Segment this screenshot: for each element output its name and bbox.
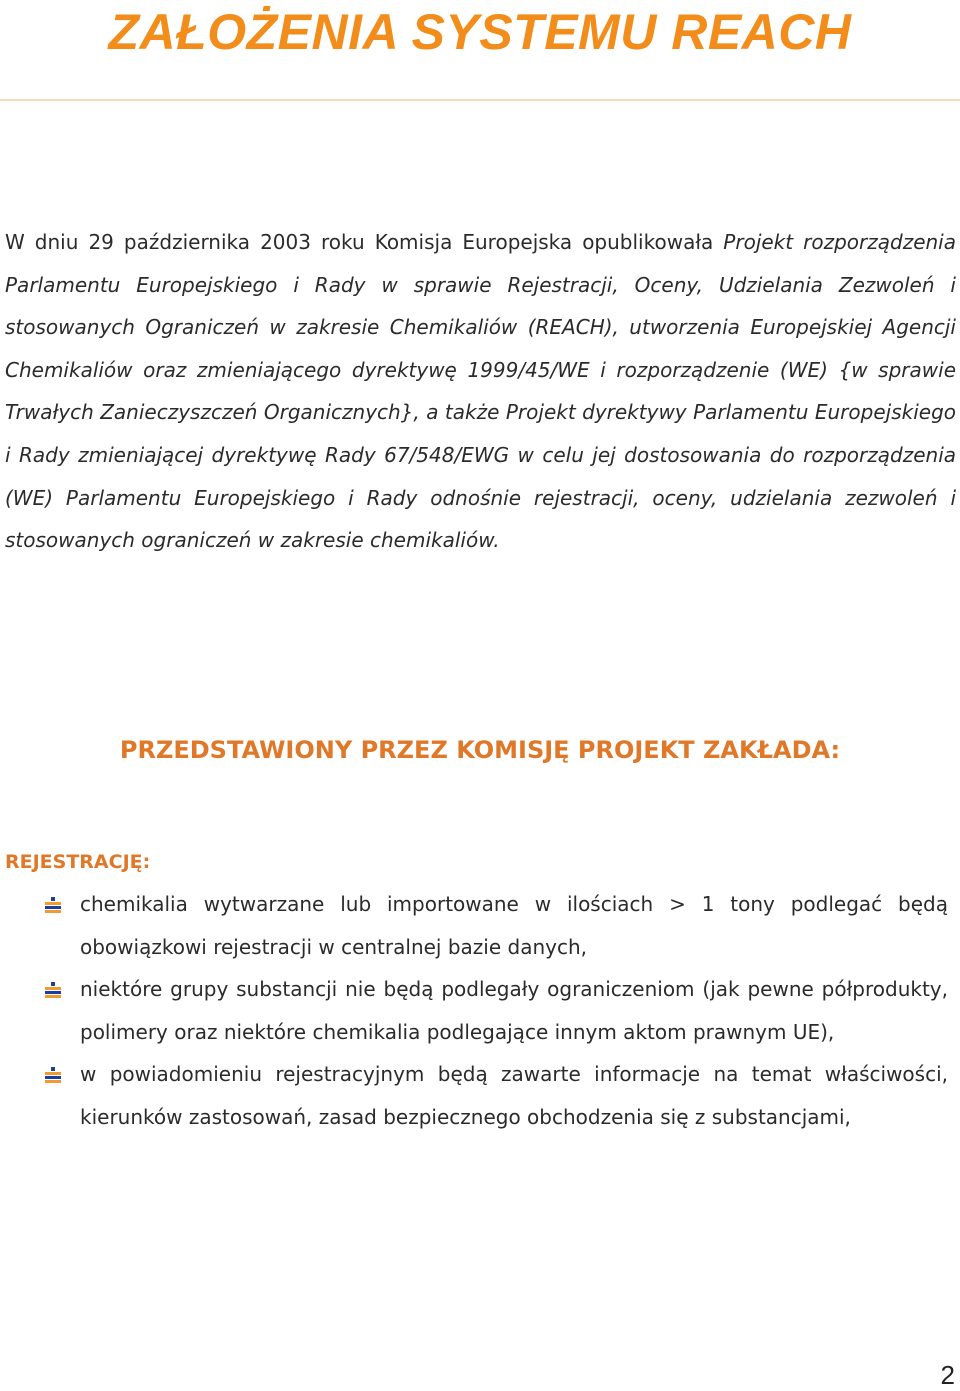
section-heading: PRZEDSTAWIONY PRZEZ KOMISJĘ PROJEKT ZAKŁADA: — [119, 736, 841, 764]
bullet-item — [0, 1053, 960, 1138]
registration-bullet-list — [0, 883, 960, 1139]
bullet-item — [0, 883, 960, 968]
intro-paragraph — [5, 221, 956, 562]
bullet-text: chemikalia wytwarzane lub importowane w ilościach > 1 tony podlegać będą obowiązkowi rejestracji w centralnej bazie danych, — [80, 892, 948, 959]
bullet-text: niektóre grupy substancji nie będą podlegały ograniczeniom (jak pewne półprodukty, polimery oraz niektóre chemikalia podlegające innym aktom prawnym UE), — [80, 977, 948, 1044]
bullet-item — [0, 968, 960, 1053]
registration-subheading: REJESTRACJĘ: — [5, 851, 151, 873]
title-divider — [0, 99, 960, 101]
stacked-bars-bullet-icon — [44, 1067, 62, 1083]
intro-lead-text: W dniu 29 października 2003 roku Komisja Europejska opublikowała — [5, 230, 714, 254]
intro-rest-text: Projekt rozporządzenia Parlamentu Europejskiego i Rady w sprawie Rejestracji, Oceny, Udzielania Zezwoleń i stosowanych Ograniczeń w zakresie Chemikaliów (REACH), utworzenia Europejskiej Agencji Chemikaliów oraz zmieniającego dyrektywę 1999/45/WE i rozporządzenie (WE) {w sprawie Trwałych Zanieczyszczeń Organicznych}, a także Projekt dyrektywy Parlamentu Europejskiego i Rady zmieniającej dyrektywę Rady 67/548/EWG w celu jej dostosowania do rozporządzenia (WE) Parlamentu Europejskiego i Rady odnośnie rejestracji, oceny, udzielania zezwoleń i stosowanych ograniczeń w zakresie chemikaliów. — [5, 230, 956, 553]
page-title: ZAŁOŻENIA SYSTEMU REACH — [108, 4, 852, 60]
stacked-bars-bullet-icon — [44, 982, 62, 998]
bullet-text: w powiadomieniu rejestracyjnym będą zawarte informacje na temat właściwości, kierunków zastosowań, zasad bezpiecznego obchodzenia się z substancjami, — [80, 1062, 948, 1129]
stacked-bars-bullet-icon — [44, 897, 62, 913]
page-number: 2 — [940, 1360, 955, 1390]
